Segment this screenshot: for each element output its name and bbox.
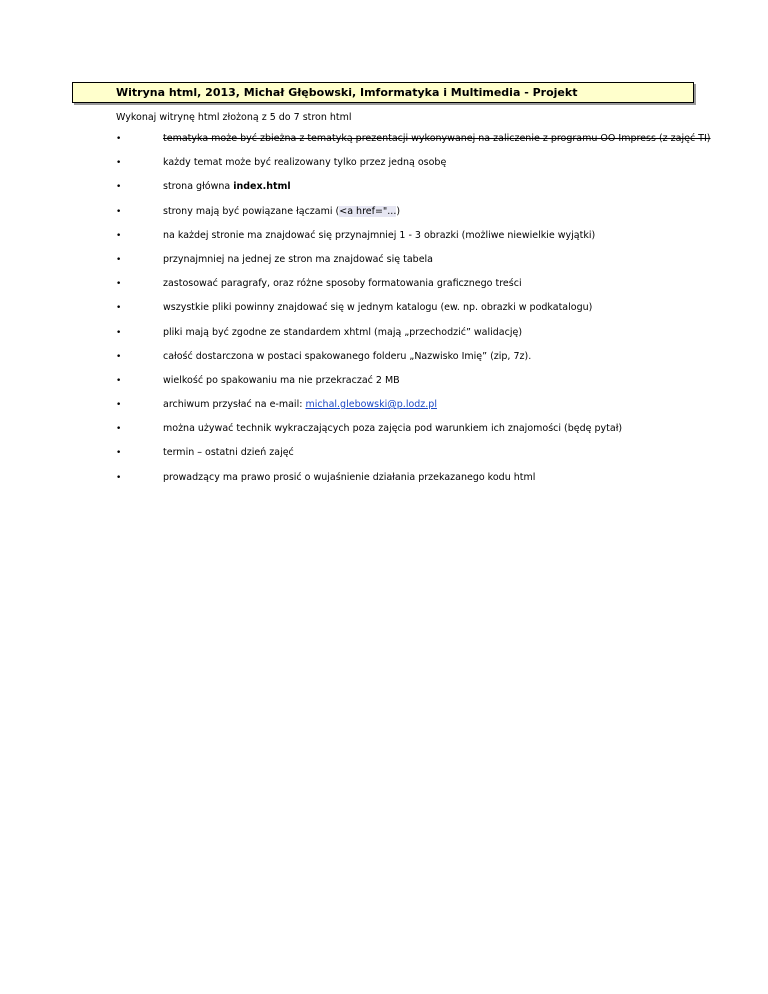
bullet-icon: • — [116, 472, 122, 483]
list-item-text: każdy temat może być realizowany tylko przez jedną osobę — [163, 157, 447, 169]
list-item — [116, 133, 716, 157]
list-item-text: zastosować paragrafy, oraz różne sposoby formatowania graficznego treści — [163, 278, 522, 290]
bullet-icon: • — [116, 230, 122, 241]
list-item-text: tematyka może być zbieżna z tematyką prezentacji wykonywanej na zaliczenie z programu OO Impress (z zajęć TI) — [163, 133, 711, 144]
list-item-text: prowadzący ma prawo prosić o wujaśnienie działania przekazanego kodu html — [163, 471, 536, 483]
list-item — [116, 278, 716, 302]
list-item-text — [163, 399, 437, 411]
email-link[interactable]: michal.glebowski@p.lodz.pl — [305, 399, 437, 411]
bullet-icon: • — [116, 254, 122, 265]
index-filename: index.html — [233, 181, 291, 193]
code-snippet: <a href="... — [339, 205, 397, 217]
list-item-text: całość dostarczona w postaci spakowanego folderu „Nazwisko Imię” (zip, 7z). — [163, 350, 532, 362]
list-item — [116, 423, 716, 447]
list-item — [116, 399, 716, 423]
list-item — [116, 375, 716, 399]
intro-text: Wykonaj witrynę html złożoną z 5 do 7 stron html — [116, 112, 352, 123]
list-item-text — [163, 181, 291, 193]
list-item-text: przynajmniej na jednej ze stron ma znajdować się tabela — [163, 253, 433, 265]
bullet-icon: • — [116, 327, 122, 338]
list-item-text-part: strony mają być powiązane łączami ( — [163, 205, 340, 217]
bullet-icon: • — [116, 206, 122, 217]
list-item-text: na każdej stronie ma znajdować się przynajmniej 1 - 3 obrazki (możliwe niewielkie wyjątki) — [163, 229, 596, 241]
bullet-icon: • — [116, 158, 122, 169]
bullet-icon: • — [116, 448, 122, 459]
list-item — [116, 206, 716, 230]
list-item-text — [163, 206, 400, 218]
list-item-text: termin – ostatni dzień zajęć — [163, 447, 294, 459]
requirements-list — [116, 133, 716, 496]
list-item-text-part: archiwum przysłać na e-mail: — [163, 399, 306, 411]
list-item — [116, 230, 716, 254]
bullet-icon: • — [116, 351, 122, 362]
list-item — [116, 302, 716, 326]
list-item — [116, 447, 716, 471]
list-item — [116, 157, 716, 181]
list-item-text: wszystkie pliki powinny znajdować się w jednym katalogu (ew. np. obrazki w podkatalogu) — [163, 302, 593, 314]
list-item-text: pliki mają być zgodne ze standardem xhtml (mają „przechodzić” walidację) — [163, 326, 523, 338]
bullet-icon: • — [116, 279, 122, 290]
bullet-icon: • — [116, 424, 122, 435]
bullet-icon: • — [116, 303, 122, 314]
list-item — [116, 327, 716, 351]
list-item — [116, 181, 716, 205]
list-item — [116, 254, 716, 278]
document-title: Witryna html, 2013, Michał Głębowski, Imformatyka i Multimedia - Projekt — [116, 86, 578, 99]
list-item-text-part: ) — [396, 205, 401, 217]
list-item-text: wielkość po spakowaniu ma nie przekraczać 2 MB — [163, 374, 400, 386]
bullet-icon: • — [116, 400, 122, 411]
bullet-icon: • — [116, 375, 122, 386]
title-box — [72, 82, 694, 103]
bullet-icon: • — [116, 182, 122, 193]
list-item-text: można używać technik wykraczających poza zajęcia pod warunkiem ich znajomości (będę pytał) — [163, 423, 623, 435]
list-item-text-part: strona główna — [163, 181, 234, 193]
list-item — [116, 351, 716, 375]
bullet-icon: • — [116, 134, 122, 144]
list-item — [116, 472, 716, 496]
